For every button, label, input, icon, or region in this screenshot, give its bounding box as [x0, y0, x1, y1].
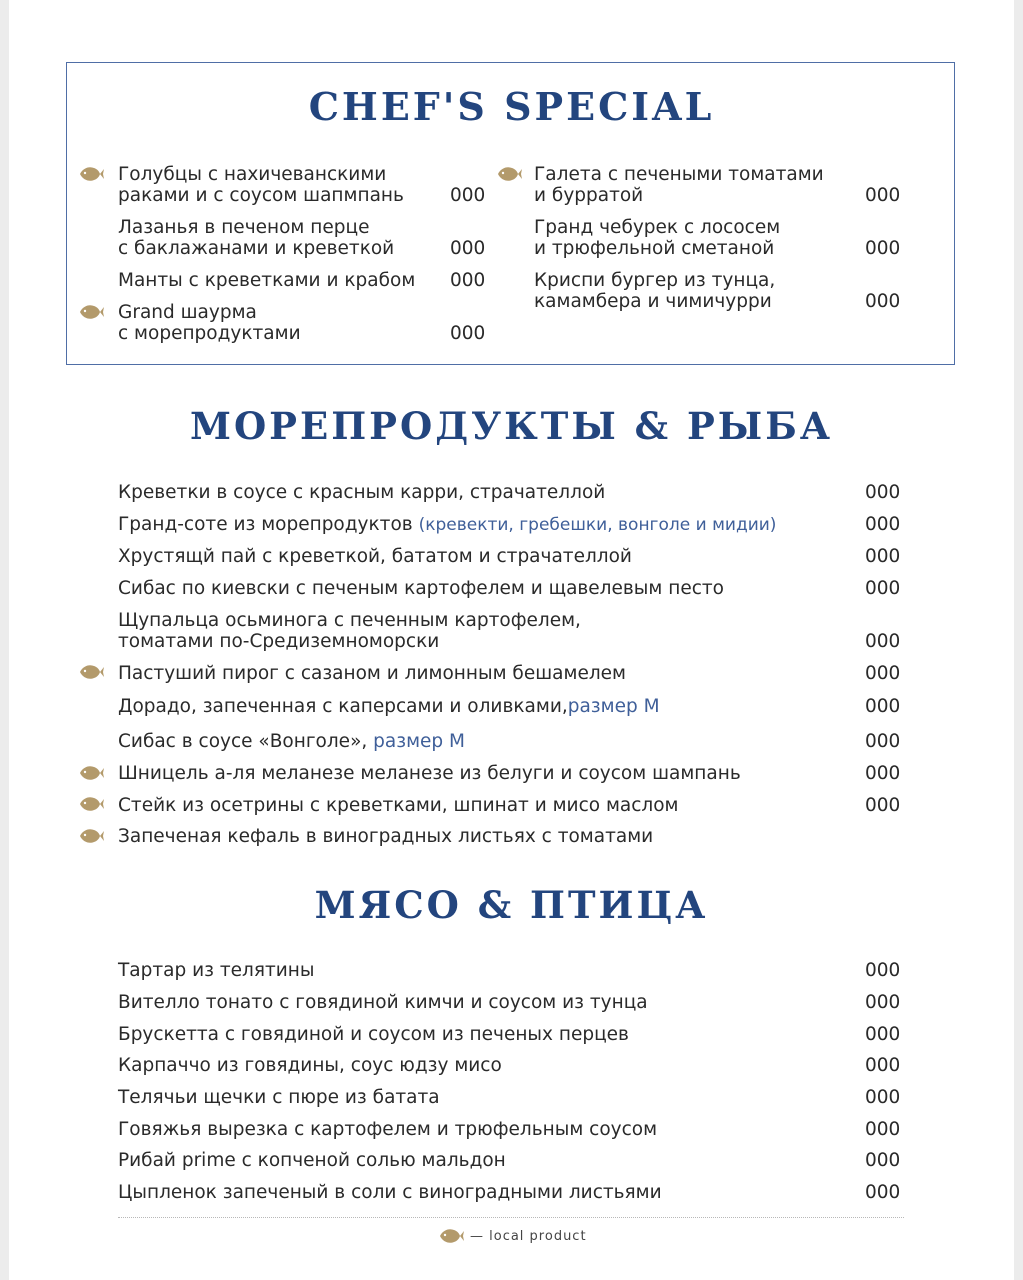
item-price: 000 — [865, 291, 901, 312]
item-price: 000 — [865, 696, 901, 717]
item-price: 000 — [865, 578, 901, 599]
fish-icon — [78, 165, 104, 183]
item-name-line: камамбера и чимичурри — [534, 291, 772, 312]
item-price: 000 — [865, 238, 901, 259]
fish-icon — [496, 165, 522, 183]
menu-item: Телячьи щечки с пюре из батата — [118, 1087, 440, 1108]
item-price: 000 — [865, 795, 901, 816]
item-price: 000 — [865, 1150, 901, 1171]
footer-divider — [118, 1217, 904, 1218]
item-price: 000 — [865, 1182, 901, 1203]
menu-item — [118, 696, 660, 717]
menu-item: Запеченая кефаль в виноградных листьях с томатами — [118, 826, 654, 847]
item-name-line: Галета с печеными томатами — [534, 164, 824, 185]
item-price: 000 — [450, 323, 486, 344]
item-price: 000 — [450, 185, 486, 206]
menu-item — [534, 270, 775, 312]
fish-icon — [438, 1227, 464, 1245]
menu-item — [118, 302, 301, 344]
item-name: Сибас в соусе «Вонголе», — [118, 731, 368, 752]
menu-item: Хрустящй пай с креветкой, бататом и страчателлой — [118, 546, 632, 567]
item-name-line: раками и с соусом шапмпань — [118, 185, 404, 206]
fish-icon — [78, 827, 104, 845]
seafood-title: МОРЕПРОДУКТЫ & РЫБА — [190, 404, 833, 448]
item-price: 000 — [865, 546, 901, 567]
menu-item: Цыпленок запеченый в соли с виноградными листьями — [118, 1182, 662, 1203]
item-name-line: с морепродуктами — [118, 323, 301, 344]
menu-item — [118, 731, 465, 752]
item-price: 000 — [865, 663, 901, 684]
fish-icon — [78, 663, 104, 681]
item-price: 000 — [865, 992, 901, 1013]
item-price: 000 — [865, 1055, 901, 1076]
menu-item: Стейк из осетрины с креветками, шпинат и мисо маслом — [118, 795, 679, 816]
item-price: 000 — [865, 631, 901, 652]
legend — [438, 1226, 587, 1246]
menu-item — [534, 217, 780, 259]
menu-item: Рибай prime с копченой солью мальдон — [118, 1150, 506, 1171]
item-name-line: Манты с креветками и крабом — [118, 270, 416, 291]
menu-item: Креветки в соусе с красным карри, страчателлой — [118, 482, 606, 503]
item-price: 000 — [865, 960, 901, 981]
menu-item: Сибас по киевски с печеным картофелем и щавелевым песто — [118, 578, 724, 599]
legend-label: — local product — [470, 1228, 587, 1244]
item-name: Гранд-соте из морепродуктов — [118, 514, 413, 535]
item-note: размер М — [567, 696, 660, 717]
page-edge-right — [1014, 0, 1023, 1280]
menu-item: Шницель а-ля меланезе меланезе из белуги и соусом шампань — [118, 763, 741, 784]
menu-item — [118, 270, 415, 291]
item-name-line: и трюфельной сметаной — [534, 238, 775, 259]
fish-icon — [78, 764, 104, 782]
item-price: 000 — [865, 482, 901, 503]
menu-item — [118, 164, 404, 206]
item-note: (кревекти, гребешки, вонголе и мидии) — [418, 515, 777, 535]
item-name: Дорадо, запеченная с каперсами и оливками, — [118, 696, 568, 717]
menu-item: Карпаччо из говядины, соус юдзу мисо — [118, 1055, 502, 1076]
meat-title: МЯСО & ПТИЦА — [314, 883, 709, 927]
menu-item — [534, 164, 824, 206]
menu-item — [118, 610, 581, 652]
menu-item — [118, 217, 394, 259]
item-name-line: Щупальца осьминога с печенным картофелем, — [118, 610, 581, 631]
page-edge-left — [0, 0, 9, 1280]
item-note: размер М — [373, 731, 465, 752]
item-name-line: Криспи бургер из тунца, — [534, 270, 776, 291]
item-name-line: Гранд чебурек с лососем — [534, 217, 781, 238]
item-price: 000 — [865, 763, 901, 784]
item-price: 000 — [450, 270, 486, 291]
menu-item: Пастуший пирог с сазаном и лимонным бешамелем — [118, 663, 626, 684]
menu-item: Брускетта с говядиной и соусом из печеных перцев — [118, 1024, 629, 1045]
item-price: 000 — [865, 731, 901, 752]
menu-item: Тартар из телятины — [118, 960, 315, 981]
fish-icon — [78, 303, 104, 321]
item-name-line: и бурратой — [534, 185, 644, 206]
item-price: 000 — [865, 185, 901, 206]
item-price: 000 — [865, 1119, 901, 1140]
menu-item — [118, 514, 776, 536]
chef-special-title: CHEF'S SPECIAL — [308, 84, 715, 129]
menu-item: Говяжья вырезка с картофелем и трюфельным соусом — [118, 1119, 658, 1140]
item-price: 000 — [865, 1087, 901, 1108]
item-name-line: Лазанья в печеном перце — [118, 217, 370, 238]
item-price: 000 — [865, 514, 901, 535]
item-name-line: с баклажанами и креветкой — [118, 238, 395, 259]
item-name-line: томатами по-Средиземноморски — [118, 631, 440, 652]
item-price: 000 — [450, 238, 486, 259]
menu-item: Вителло тонато с говядиной кимчи и соусом из тунца — [118, 992, 648, 1013]
item-price: 000 — [865, 1024, 901, 1045]
item-name-line: Голубцы с нахичеванскими — [118, 164, 387, 185]
fish-icon — [78, 795, 104, 813]
item-name-line: Grand шаурма — [118, 302, 257, 323]
